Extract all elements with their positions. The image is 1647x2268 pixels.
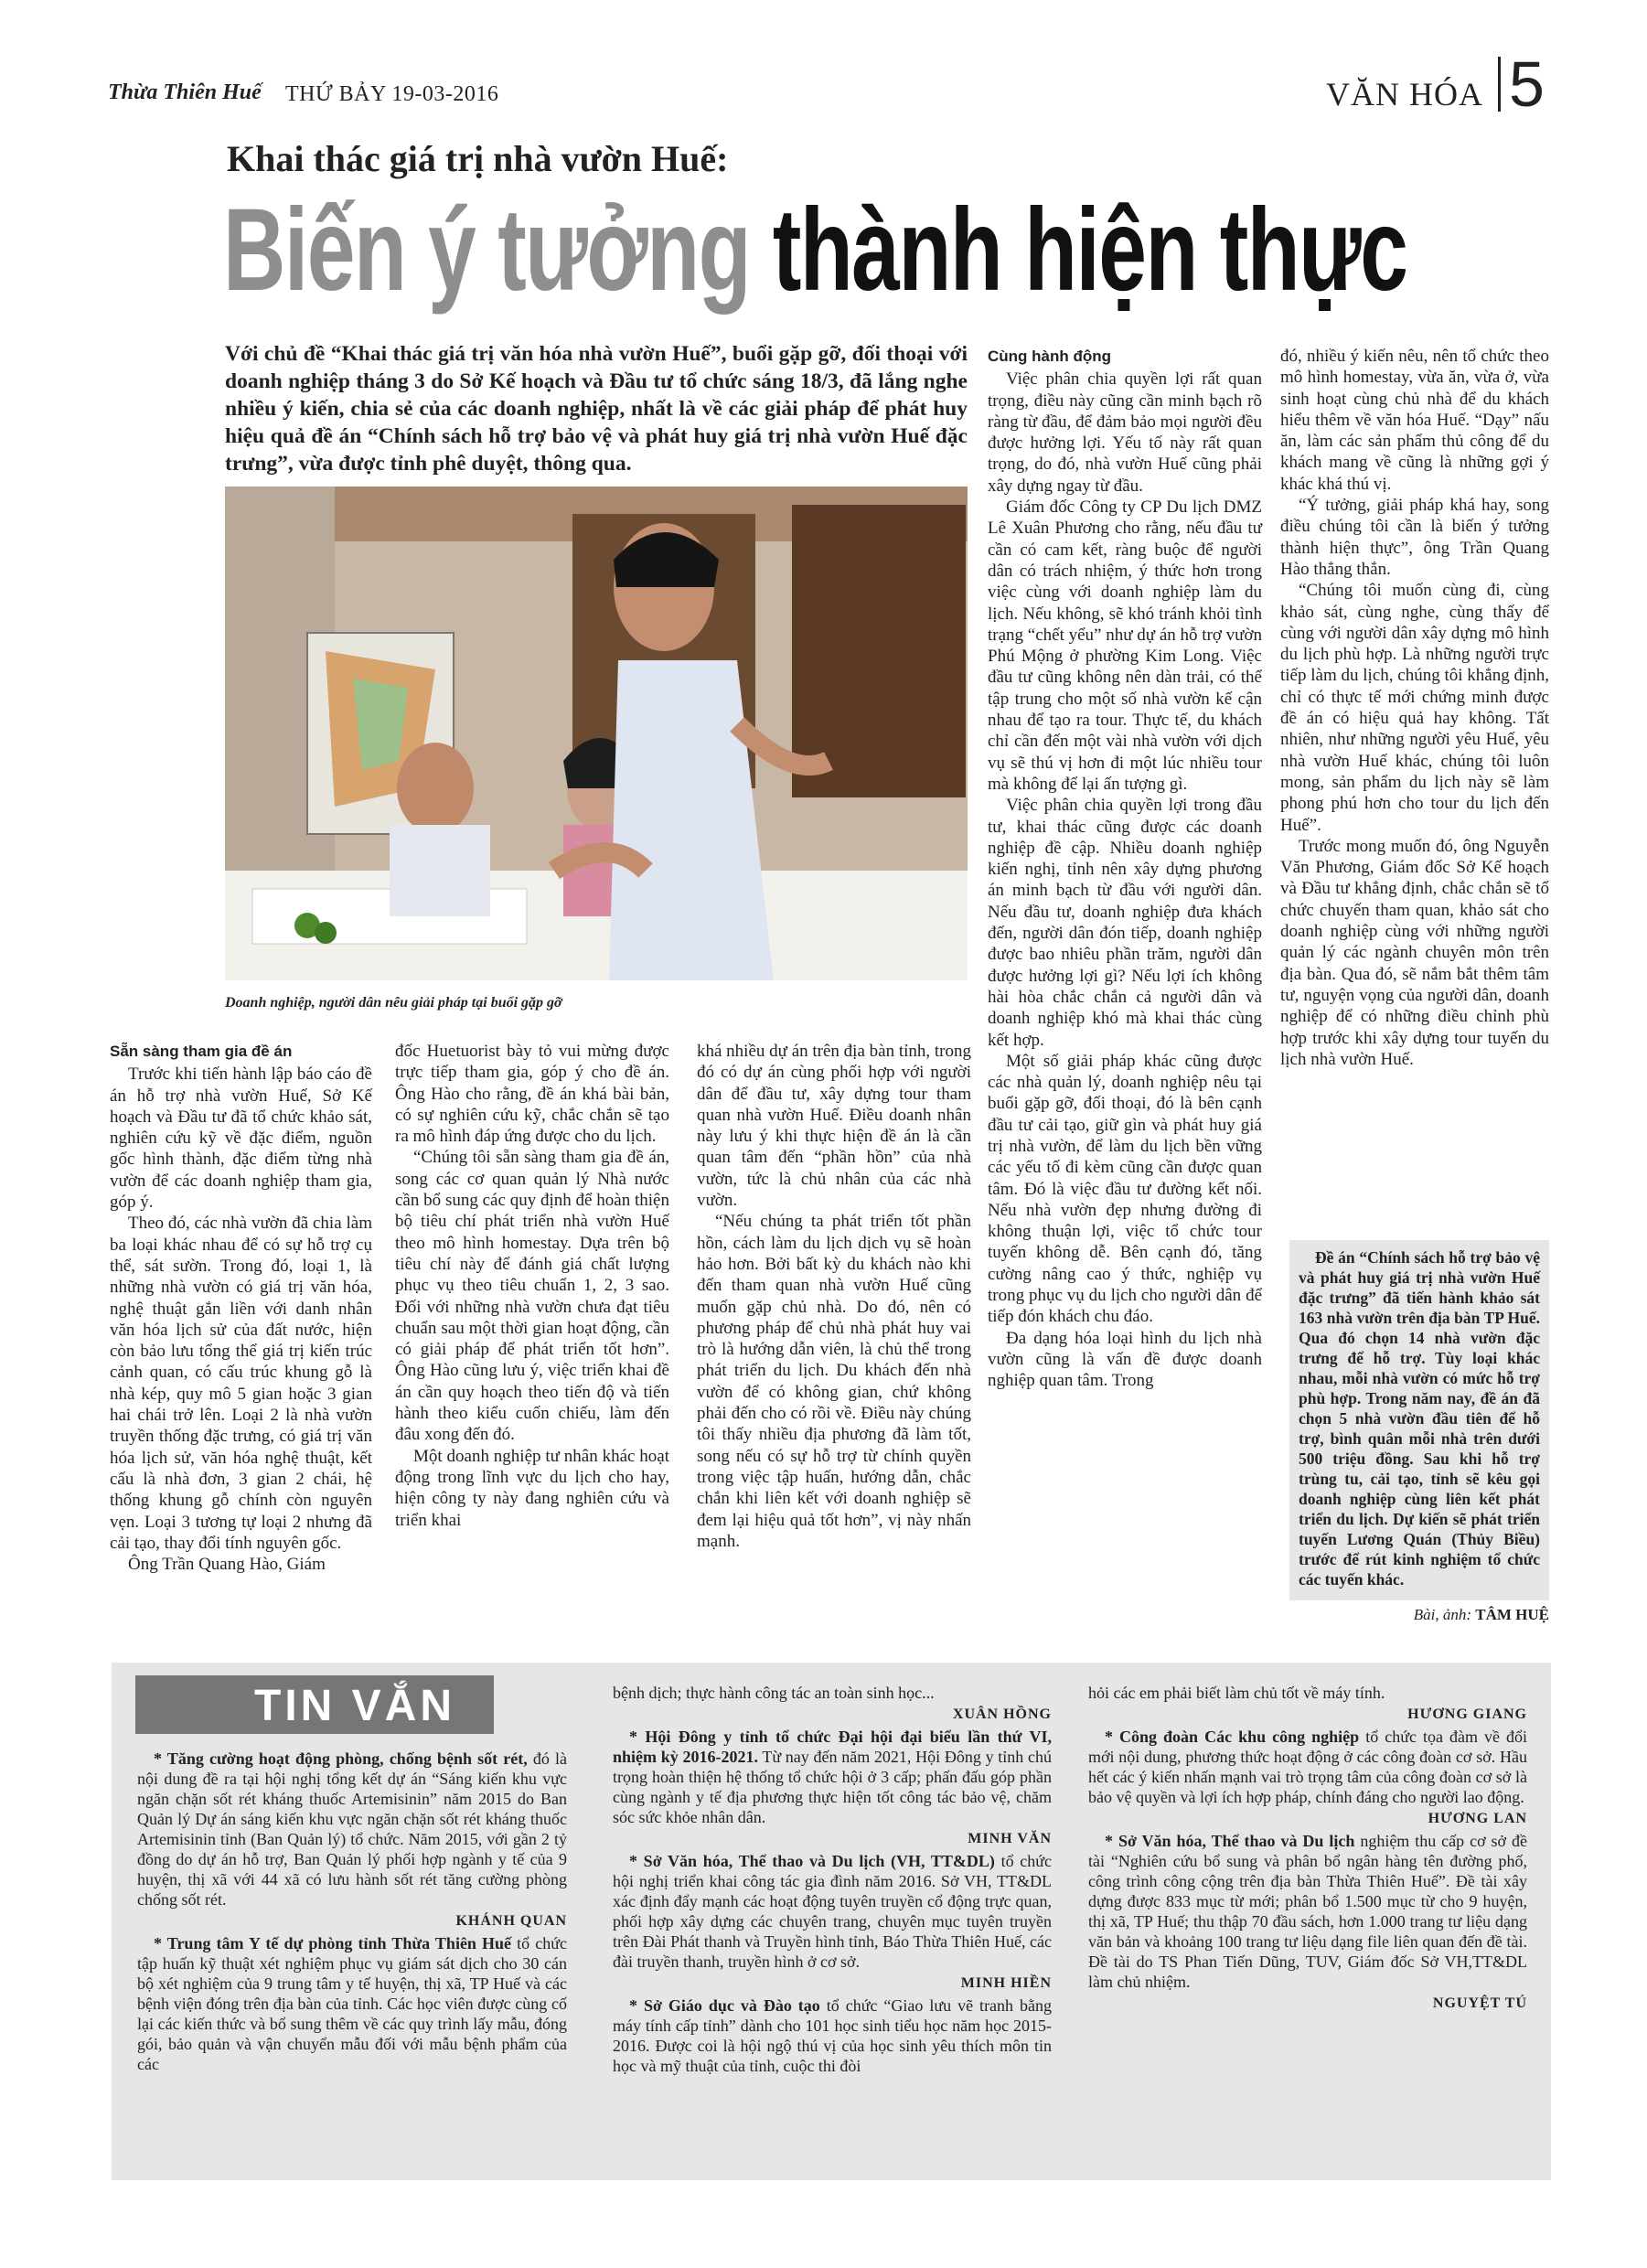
brief-text: tổ chức hội nghị triển khai công tác gia đình năm 2016. Sở VH, TT&DL xác định đẩy mạnh các hoạt động tuyên truyền cổ động trực quan, phối hợp xây dựng các chuyên trang, chuyên mục tuyên truyền trên Đài Phát thanh và Truyền hình tỉnh, Báo Thừa Thiên Huế, các đài truyền thanh, truyền hình ở cơ sở. (613, 1852, 1052, 1971)
paragraph: Một doanh nghiệp tư nhân khác hoạt động trong lĩnh vực du lịch cho hay, hiện công ty này đang nghiên cứu và triển khai (395, 1446, 669, 1530)
brief-item (137, 1749, 567, 1910)
brief-author: NGUYỆT TÚ (1432, 1995, 1527, 2011)
brief-item (613, 1683, 1052, 1703)
paragraph: đó, nhiều ý kiến nêu, nên tổ chức theo mô hình homestay, vừa ăn, vừa ở, vừa sinh hoạt cùng chủ nhà để du khách hiểu thêm về văn hóa Huế. “Dạy” nấu ăn, làm các sản phẩm thủ công để du khách mang về cũng là những gợi ý khác khá thú vị. (1280, 347, 1549, 494)
article-byline (1344, 1606, 1549, 1624)
paragraph: khá nhiều dự án trên địa bàn tỉnh, trong đó có dự án cùng phối hợp với người dân để đầu tư, xây dựng tour tham quan nhà vườn Huế. Điều doanh nhân này lưu ý khi thực hiện đề án là cần quan tâm đến “phần hồn” của nhà vườn, tức là chủ nhân của các nhà vườn. (697, 1042, 971, 1211)
article-kicker: Khai thác giá trị nhà vườn Huế: (227, 138, 729, 179)
brief-lead: * Công đoàn Các khu công nghiệp (1105, 1728, 1360, 1746)
brief-item (1088, 1831, 1527, 1992)
article-column-5 (1280, 346, 1549, 1070)
issue-date: THỨ BẢY 19-03-2016 (285, 82, 499, 106)
subhead-2: Cùng hành động (988, 348, 1112, 365)
paragraph: Đa dạng hóa loại hình du lịch nhà vườn cũng là vấn đề được doanh nghiệp quan tâm. Trong (988, 1328, 1262, 1391)
brief-text: bệnh dịch; thực hành công tác an toàn sinh học... (613, 1684, 935, 1702)
brief-item (1088, 1683, 1527, 1703)
brief-lead: * Sở Văn hóa, Thể thao và Du lịch (VH, TT&DL) (629, 1852, 995, 1870)
brief-item (613, 1727, 1052, 1827)
header-divider (1498, 57, 1501, 112)
brief-author: MINH HIỀN (960, 1975, 1052, 1991)
news-brief-column-1 (137, 1749, 567, 2074)
brief-lead: * Trung tâm Y tế dự phòng tỉnh Thừa Thiên Huế (154, 1934, 512, 1952)
paragraph: Việc phân chia quyền lợi trong đầu tư, khai thác cũng được các doanh nghiệp đề cập. Nhiều doanh nghiệp kiến nghị, tỉnh nên xây dựng phương án minh bạch từ đầu với người dân. Nếu đầu tư, doanh nghiệp đưa khách đến, người dân đón tiếp, doanh nghiệp được bao nhiêu phần trăm, người dân được hưởng lợi gì? Nếu lợi ích không hài hòa chắc chắn cả người dân và doanh nghiệp khó mà khai thác cùng kết hợp. (988, 796, 1262, 1050)
brief-text: tổ chức tập huấn kỹ thuật xét nghiệm phục vụ giám sát dịch cho 30 cán bộ xét nghiệm của 9 trung tâm y tế huyện, thị xã, TP Huế và các bệnh viện đóng trên địa bàn của tỉnh. Các học viên được cùng cố lại các kiến thức và bổ sung thêm về các quy trình lấy mẫu, đóng gói, bảo quản và vận chuyển mẫu đối với mẫu bệnh phẩm của các (137, 1934, 567, 2073)
paragraph: Trước khi tiến hành lập báo cáo đề án hỗ trợ nhà vườn Huế, Sở Kế hoạch và Đầu tư đã tổ chức khảo sát, nghiên cứu kỹ về đặc điểm, nguồn gốc hình thành, đặc điểm từng nhà vườn để các doanh nghiệp tham gia, góp ý. (110, 1064, 372, 1213)
info-box (1289, 1240, 1549, 1600)
brief-author: XUÂN HỒNG (952, 1706, 1052, 1722)
article-column-4 (988, 346, 1262, 1392)
byline-author: TÂM HUỆ (1475, 1606, 1549, 1623)
paragraph: “Chúng tôi sẵn sàng tham gia đề án, song các cơ quan quản lý Nhà nước cần bổ sung các quy định để hoàn thiện bộ tiêu chí phát triển nhà vườn Huế theo mô hình homestay. Dựa trên bộ tiêu chí này để đánh giá chất lượng phục vụ theo tiêu chuẩn 1, 2, 3 sao. Đối với những nhà vườn chưa đạt tiêu chuẩn sau một thời gian hoạt động, cần có giải pháp để phát triển tốt hơn”. Ông Hào cũng lưu ý, việc triển khai đề án cần quy hoạch theo tiến độ và tiến hành theo kiểu cuốn chiếu, làm đến đâu xong đến đó. (395, 1148, 669, 1445)
news-brief-title: TIN VẮN (254, 1682, 455, 1730)
news-brief-column-3 (1088, 1683, 1527, 2016)
brief-author: MINH VĂN (968, 1831, 1052, 1846)
brief-item (613, 1851, 1052, 1972)
paragraph: Trước mong muốn đó, ông Nguyễn Văn Phương, Giám đốc Sở Kế hoạch và Đầu tư khẳng định, chắc chắn sẽ tổ chức chuyến tham quan, khảo sát cho doanh nghiệp cùng với những người quản lý các ngành chuyên môn trên địa bàn. Qua đó, sẽ nắm bắt thêm tâm tư, nguyện vọng của người dân, doanh nghiệp để có những điều chỉnh phù hợp trước khi xây dựng tour tuyến du lịch nhà vườn Huế. (1280, 836, 1549, 1069)
paragraph: “Ý tưởng, giải pháp khá hay, song điều chúng tôi cần là biến ý tưởng thành hiện thực”, ông Trần Quang Hào thẳng thắn. (1280, 496, 1549, 579)
brief-item (137, 1933, 567, 2074)
brief-item (1088, 1727, 1527, 1807)
paragraph: Giám đốc Công ty CP Du lịch DMZ Lê Xuân Phương cho rằng, nếu đầu tư cần có cam kết, ràng buộc để người dân có trách nhiệm, ý thức hơn trong việc cùng với doanh nghiệp làm du lịch. Nếu không, sẽ khó tránh khỏi tình trạng “chết yểu” như dự án hỗ trợ vườn Phú Mộng ở phường Kim Long. Việc đầu tư cũng không nên dàn trải, có thể tập trung cho một số nhà vườn kế cận nhau để tạo ra tour. Thực tế, du khách chỉ cần đến một vài nhà vườn với dịch vụ sẽ thú vị hơn đi một lúc nhiều tour mà không để lại ấn tượng gì. (988, 497, 1263, 794)
paragraph: Một số giải pháp khác cũng được các nhà quản lý, doanh nghiệp nêu tại buổi gặp gỡ, đối thoại, đó là bên cạnh đầu tư cải tạo, giữ gìn và phát huy giá trị nhà vườn, để làm du lịch bền vững các yếu tố đi kèm cũng cần được quan tâm. Đó là việc đầu tư đường kết nối. Nếu nhà vườn đẹp nhưng đường đi không thuận lợi, việc tổ chức tour tuyến không dễ. Bên cạnh đó, tăng cường nâng cao ý thức, nghiệp vụ trong phục vụ du lịch cho người dân để tiếp đón khách chu đáo. (988, 1051, 1262, 1327)
brief-lead: * Sở Giáo dục và Đào tạo (629, 1996, 820, 2015)
brief-lead: * Hội Đông y tỉnh tổ chức Đại hội đại biểu lần thứ VI, nhiệm kỳ 2016-2021. (613, 1728, 1052, 1766)
article-column-3 (697, 1041, 971, 1552)
brief-item (613, 1995, 1052, 2076)
brief-author: HƯƠNG GIANG (1407, 1706, 1527, 1722)
newspaper-name: Thừa Thiên Huế (108, 80, 262, 104)
article-photo (225, 487, 968, 980)
paragraph: Việc phân chia quyền lợi rất quan trọng, điều này cũng cần minh bạch rõ ràng từ đầu, để đảm bảo mọi người đều được hưởng lợi. Yếu tố này rất quan trọng, do đó, nhà vườn Huế cũng phải xây dựng ngay từ đầu. (988, 369, 1262, 496)
brief-text: hỏi các em phải biết làm chủ tốt về máy tính. (1088, 1684, 1385, 1702)
info-box-text: Đề án “Chính sách hỗ trợ bảo vệ và phát huy giá trị nhà vườn Huế đặc trưng” đã tiến hành khảo sát 163 nhà vườn trên địa bàn TP Huế. Qua đó chọn 14 nhà vườn đặc trưng để hỗ trợ. Tùy loại khác nhau, mỗi nhà vườn có mức hỗ trợ phù hợp. Trong năm nay, đề án đã chọn 5 nhà vườn đầu tiên để hỗ trợ, bình quân mỗi nhà trên dưới 500 triệu đồng. Sau khi hỗ trợ trùng tu, cải tạo, tỉnh sẽ kêu gọi doanh nghiệp cùng liên kết phát triển du lịch. Dự kiến sẽ phát triển tuyến Lương Quán (Thủy Biều) trước để rút kinh nghiệm tổ chức các tuyến khác. (1299, 1248, 1540, 1589)
brief-text: tổ chức tọa đàm về đổi mới nội dung, phương thức hoạt động ở các công đoàn cơ sở. Hầu hết các ý kiến nhấn mạnh vai trò trọng tâm của công đoàn cơ sở là bảo vệ quyền và lợi ích hợp pháp, chính đáng cho người lao động. (1088, 1728, 1527, 1806)
brief-author: HƯƠNG LAN (1428, 1811, 1527, 1826)
meeting-photo-illustration (225, 487, 968, 980)
photo-caption: Doanh nghiệp, người dân nêu giải pháp tại buổi gặp gỡ (225, 995, 562, 1011)
brief-lead: * Sở Văn hóa, Thể thao và Du lịch (1105, 1832, 1355, 1850)
paragraph: Ông Trần Quang Hào, Giám (128, 1555, 326, 1575)
headline-part-2: thành hiện thực (772, 185, 1407, 316)
brief-text: tổ chức “Giao lưu vẽ tranh bằng máy tính cấp tỉnh” dành cho 101 học sinh tiểu học năm học 2015-2016. Được coi là hội ngộ thú vị của học sinh yêu thích môn tin học và mỹ thuật của tỉnh, cuộc thi đòi (613, 1996, 1053, 2075)
brief-text: đó là nội dung đề ra tại hội nghị tổng kết dự án “Sáng kiến khu vực ngăn chặn sốt rét kháng thuốc Artemisinin” năm 2015 do Ban Quản lý Dự án sáng kiến khu vực ngăn chặn sốt rét kháng thuốc Artemisinin tỉnh (Ban Quản lý) tổ chức. Năm 2015, với gần 2 tỷ đồng do dự án hỗ trợ, Ban Quản lý phối hợp ngành y tế của 9 huyện, thị xã với 44 xã có lưu hành sốt rét tăng cường phòng chống sốt rét. (137, 1749, 567, 1909)
section-name: VĂN HÓA (1326, 76, 1483, 112)
headline-part-1: Biến ý tưởng (223, 185, 750, 316)
subhead-1: Sẵn sàng tham gia đề án (110, 1043, 293, 1060)
brief-text: Từ nay đến năm 2021, Hội Đông y tỉnh chú trọng hoàn thiện hệ thống tổ chức hội ở 3 cấp; phấn đấu góp phần cùng ngành y tế địa phương thực hiện tốt công tác bảo vệ, chăm sóc sức khỏe nhân dân. (613, 1748, 1052, 1826)
article-column-1 (110, 1041, 372, 1575)
article-headline (223, 183, 1406, 317)
brief-text: nghiệm thu cấp cơ sở đề tài “Nghiên cứu bổ sung và phân bổ ngân hàng tên đường phố, công trình công cộng trên địa bàn Thừa Thiên Huế”. Đề tài xây dựng được 833 mục từ mới; phân bổ 1.500 mục từ cho 9 huyện, thị xã, TP Huế; thu thập 70 đầu sách, hơn 1.000 trang tư liệu dạng văn bản và khoảng 100 trang tư liệu dạng file liên quan đến đề tài. Đề tài do TS Phan Tiến Dũng, TUV, Giám đốc Sở VH,TT&DL làm chủ nhiệm. (1088, 1832, 1527, 1991)
paragraph: Theo đó, các nhà vườn đã chia làm ba loại khác nhau để có sự hỗ trợ cụ thể, sát sườn. Trong đó, loại 1, là những nhà vườn có giá trị văn hóa, nghệ thuật gắn liền với danh nhân văn hóa lịch sử của đất nước, hiện còn bảo lưu tổng thể giá trị kiến trúc cảnh quan, có cấu trúc khung gỗ là nhà kép, quy mô 5 gian hoặc 3 gian hai chái trở lên. Loại 2 là nhà vườn truyền thống đặc trưng, có giá trị văn hóa lịch sử, văn hóa nghệ thuật, kết cấu là nhà đơn, 3 gian 2 chái, hệ thống khung gỗ chính còn nguyên vẹn. Loại 3 tương tự loại 2 nhưng đã cải tạo, thay đổi tính nguyên gốc. (110, 1214, 372, 1553)
paragraph: “Chúng tôi muốn cùng đi, cùng khảo sát, cùng nghe, cùng thấy để cùng với người dân xây dựng mô hình du lịch phù hợp. Là những người trực tiếp làm du lịch, chúng tôi khẳng định, chỉ có thực tế mới chứng minh được đề án có hiệu quả hay không. Tất nhiên, như những người yêu Huế, yêu nhà vườn Huế khác, chúng tôi luôn mong, sản phẩm du lịch này sẽ làm phong phú hơn cho tour du lịch đến Huế”. (1280, 581, 1549, 835)
paragraph: đốc Huetuorist bày tỏ vui mừng được trực tiếp tham gia, góp ý cho đề án. Ông Hào cho rằng, đề án khá bài bản, có sự nghiên cứu kỹ, chắc chắn sẽ tạo ra mô hình đáp ứng được cho du lịch. (395, 1042, 669, 1147)
brief-author: KHÁNH QUAN (455, 1913, 567, 1929)
paragraph: “Nếu chúng ta phát triển tốt phần hồn, cách làm du lịch dịch vụ sẽ hoàn hảo hơn. Bởi bất kỳ du khách nào khi đến tham quan nhà vườn Huế cũng muốn gặp chủ nhà. Do đó, nên có phương pháp để chủ nhà phát huy vai trò là hướng dẫn viên, là chủ thể trong phát triển du lịch. Du khách đến nhà vườn để có không gian, chứ không phải đến cho có rồi về. Điều này chúng tôi thấy nhiều địa phương đã làm tốt, song nếu có sự hỗ trợ từ chính quyền trong việc tập huấn, hướng dẫn, chắc chắn khi liên kết với doanh nghiệp sẽ đem lại hiệu quả tốt hơn”, vị này nhấn mạnh. (697, 1212, 971, 1551)
brief-lead: * Tăng cường hoạt động phòng, chống bệnh sốt rét, (154, 1749, 528, 1768)
news-brief-column-2 (613, 1683, 1052, 2076)
byline-prefix: Bài, ảnh: (1413, 1606, 1471, 1623)
article-lead: Với chủ đề “Khai thác giá trị văn hóa nhà vườn Huế”, buổi gặp gỡ, đối thoại với doanh nghiệp tháng 3 do Sở Kế hoạch và Đầu tư tổ chức sáng 18/3, đã lắng nghe nhiều ý kiến, chia sẻ của các doanh nghiệp, nhất là về các giải pháp để phát huy hiệu quả đề án “Chính sách hỗ trợ bảo vệ và phát huy giá trị nhà vườn Huế đặc trưng”, vừa được tỉnh phê duyệt, thông qua. (225, 342, 968, 476)
article-column-2 (395, 1041, 669, 1531)
page-number: 5 (1509, 48, 1545, 120)
